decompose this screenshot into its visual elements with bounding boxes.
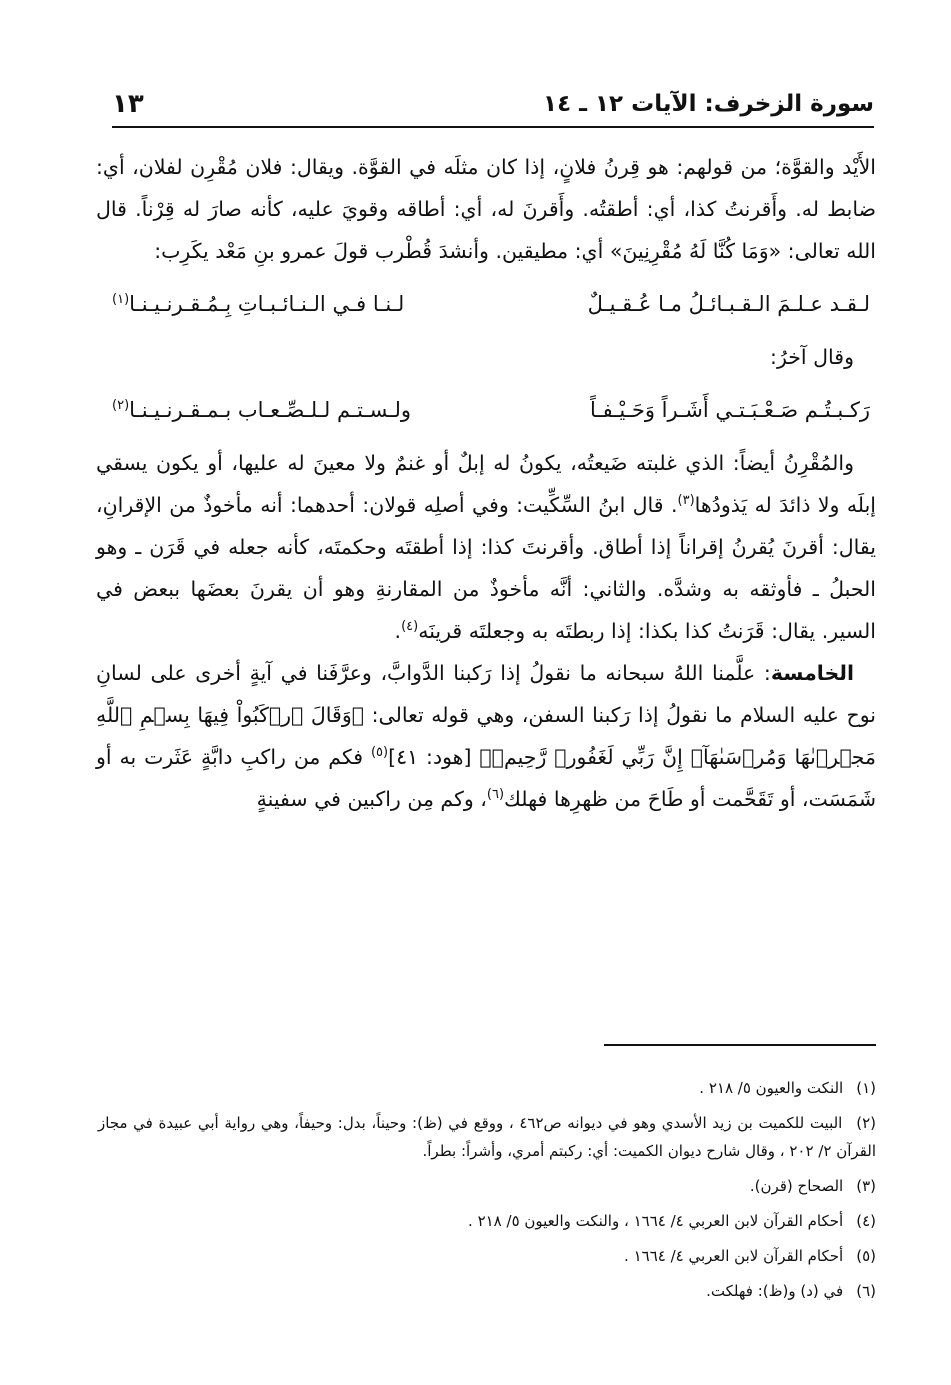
footnote	[98, 1207, 876, 1235]
footnote-divider	[604, 1044, 876, 1046]
footnote	[98, 1074, 876, 1102]
paragraph: وقال آخرُ:	[770, 345, 854, 369]
footnote-number: (٣)	[856, 1177, 876, 1195]
verse-second-hemistich	[112, 378, 411, 442]
footnote-ref: (٥)	[370, 745, 389, 761]
verse-first-hemistich: رَكـبـتُـم صَـعْـبَـتـي أَشَـراً وَحَـيْـفـاً	[590, 398, 870, 422]
footnote-text: البيت للكميت بن زيد الأسدي وهو في ديوانه ص٤٦٢ ، ووقع في (ظ): وحيناً، بدل: وحيفاً، وهي رواية أبي عبيدة في مجاز القرآن ٢/ ٢٠٢ ، وقال شارح ديوان الكميت: أي: ركبتم أمري، وأشراً: بطراً.	[98, 1114, 876, 1160]
footnote-ref: (١)	[112, 292, 130, 307]
running-header	[112, 84, 874, 124]
page-number: ١٣	[112, 89, 144, 119]
verse-second-hemistich	[112, 272, 404, 336]
footnote-number: (٢)	[856, 1114, 876, 1132]
paragraph	[96, 652, 876, 820]
paragraph	[96, 442, 876, 652]
footnote	[98, 1277, 876, 1305]
paragraph-text: : علَّمنا اللهُ سبحانه ما نقولُ إذا رَكبنا الدَّوابَّ، وعرَّفَنا في آيةٍ أخرى على لسانِ نوح عليه السلام ما نقولُ إذا رَكبنا السفن، وهي قوله تعالى: ﴿وَقَالَ ٱرۡكَبُواْ فِيهَا بِسۡمِ ٱللَّهِ مَجۡرٜىٰهَا وَمُرۡسَىٰهَآۚ إِنَّ رَبِّي لَغَفُورٞ رَّحِيمٞ﴾ [هود: ٤١]	[96, 661, 876, 769]
paragraph-text: ، وكم مِن راكبين في سفينةٍ	[256, 787, 487, 811]
verse-second-text: لـنـا فـي الـنـائـبـاتِ بِـمُـقـرنـيـنـا	[129, 292, 405, 316]
footnote-text: الصحاح (قرن).	[749, 1177, 844, 1195]
footnote-text: في (د) و(ظ): فهلكت.	[706, 1282, 844, 1300]
main-text	[96, 146, 876, 820]
footnote-text: النكت والعيون ٥/ ٢١٨ .	[699, 1079, 844, 1097]
footnote	[98, 1242, 876, 1270]
paragraph-text: .	[394, 619, 402, 643]
paragraph-text: والمُقْرِنُ أيضاً: الذي غلبته ضَيعتُه، يكونُ له إبلٌ أو غنمٌ ولا معينَ له عليها، أو يكون يسقي إبلَه ولا ذائدَ له يَذودُها	[96, 451, 876, 517]
footnote-ref: (٤)	[401, 619, 419, 635]
footnote-ref: (٦)	[486, 787, 505, 803]
paragraph: الأَيْد والقوَّة؛ من قولهم: هو قِرنُ فلانٍ، إذا كان مثلَه في القوَّة. ويقال: فلان مُقْرِن لفلان، أي: ضابط له. وأَقرنتُ كذا، أي: أطقتُه. وأَقرنَ له، أي: أطاقه وقويَ عليه، كأنه صارَ له قِرْناً. قال الله تعالى: «وَمَا كُنَّا لَهُ مُقْرِنِينَ» أي: مطيقين. وأنشدَ قُطْرب قولَ عمرو بنِ مَعْد يكَرِب:	[96, 155, 876, 263]
footnote-ref: (٣)	[677, 493, 695, 509]
footnotes	[98, 1074, 876, 1312]
verse-first-hemistich: لـقـد عـلـمَ الـقـبـائـلُ مـا عُـقـيـلٌ	[587, 292, 870, 316]
footnote-number: (٥)	[856, 1247, 876, 1265]
footnote-text: أحكام القرآن لابن العربي ٤/ ١٦٦٤ ، والنكت والعيون ٥/ ٢١٨ .	[468, 1212, 844, 1230]
footnote-ref: (٢)	[112, 398, 130, 413]
footnote-number: (٤)	[856, 1212, 876, 1230]
section-label: الخامسة	[770, 661, 854, 685]
footnote-number: (٦)	[856, 1282, 876, 1300]
verse-second-text: ولـسـتـم لـلـصِّـعـاب بـمـقـرنـيـنـا	[129, 398, 412, 422]
footnote	[98, 1172, 876, 1200]
footnote-number: (١)	[856, 1079, 876, 1097]
footnote	[98, 1109, 876, 1165]
paragraph-text: فكم من راكبِ دابَّةٍ عَثَرت به أو شَمَسَت، أو تَقَحَّمت أو طَاحَ من ظهرِها فهلك	[96, 745, 876, 811]
header-divider	[112, 126, 874, 128]
poetry-verse	[96, 272, 876, 336]
chapter-title: سورة الزخرف: الآيات ١٢ ـ ١٤	[543, 91, 874, 117]
footnote-text: أحكام القرآن لابن العربي ٤/ ١٦٦٤ .	[624, 1247, 844, 1265]
poetry-verse	[96, 378, 876, 442]
paragraph-text: . قال ابنُ السِّكِّيت: وفي أصلِه قولان: أحدهما: أنه مأخوذٌ من الإقرانِ، يقال: أقرنَ يُقرنُ إقراناً إذا أطاق. وأقرنتَ كذا: إذا أطقتَه وحكمتَه، كأنه جعله في قَرَن ـ وهو الحبلُ ـ فأوثقه به وشدَّه. والثاني: أنَّه مأخوذٌ من المقارنةِ وهو أن يقرنَ بعضَها ببعض في السير. يقال: قَرَنتُ كذا بكذا: إذا ربطتَه به وجعلتَه قرينَه	[96, 493, 876, 643]
